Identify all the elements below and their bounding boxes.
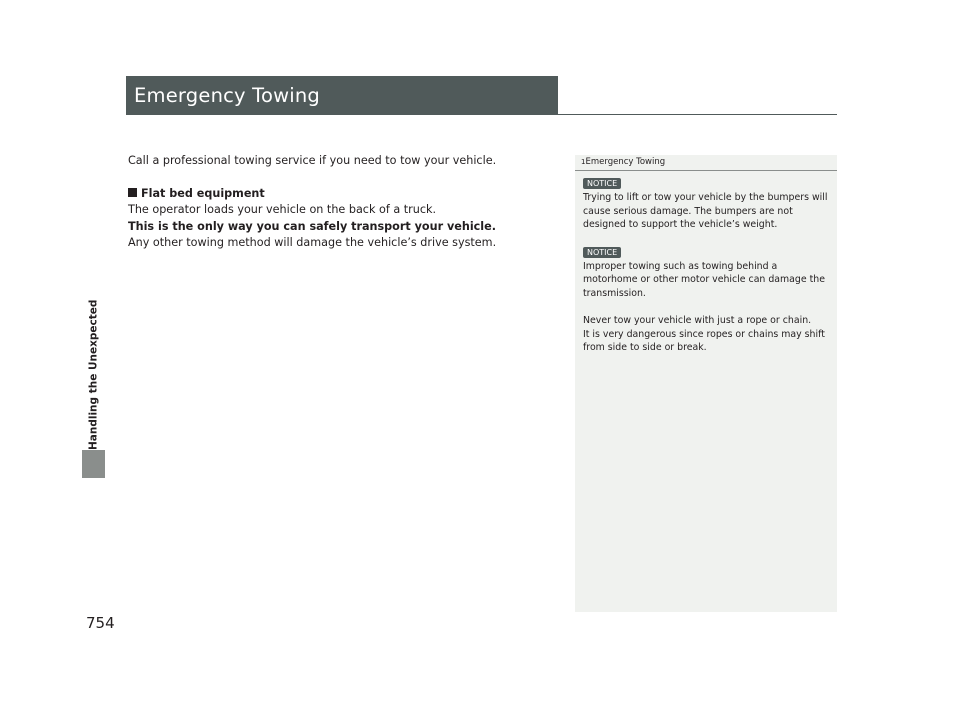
title-rule [126, 114, 837, 115]
sidebar-heading [581, 157, 665, 167]
subheading [128, 186, 558, 203]
notice-text: Improper towing such as towing behind a motorhome or other motor vehicle can damage the transmission. [583, 260, 826, 299]
chapter-tab [82, 0, 105, 478]
chapter-tab-marker [82, 450, 105, 478]
notes-sidebar [575, 155, 837, 612]
section-title: Emergency Towing [126, 76, 558, 115]
notice-text: Trying to lift or tow your vehicle by the bumpers will cause serious damage. The bumpers are not designed to support the vehicle’s weight. [583, 192, 828, 230]
body-line-2: This is the only way you can safely transport your vehicle. [128, 219, 496, 233]
intro-text: Call a professional towing service if you need to tow your vehicle. [128, 154, 497, 167]
sidebar-body [583, 177, 833, 355]
square-bullet-icon [128, 188, 137, 197]
sidebar-heading-text: Emergency Towing [585, 157, 666, 167]
body-line-1: The operator loads your vehicle on the back of a truck. [128, 203, 437, 216]
chapter-tab-label: Handling the Unexpected [87, 299, 100, 450]
note-marker: 1 [581, 158, 586, 166]
sidebar-header [575, 155, 837, 171]
body-line-3: Any other towing method will damage the vehicle’s drive system. [128, 236, 497, 249]
subheading-text: Flat bed equipment [141, 186, 265, 200]
warning-text: It is very dangerous since ropes or chains may shift from side to side or break. [583, 328, 825, 353]
page-number: 754 [86, 614, 115, 632]
main-content [128, 153, 558, 252]
warning-text: Never tow your vehicle with just a rope or chain. [583, 315, 812, 326]
notice-badge: NOTICE [583, 178, 621, 189]
notice-badge: NOTICE [583, 247, 621, 258]
